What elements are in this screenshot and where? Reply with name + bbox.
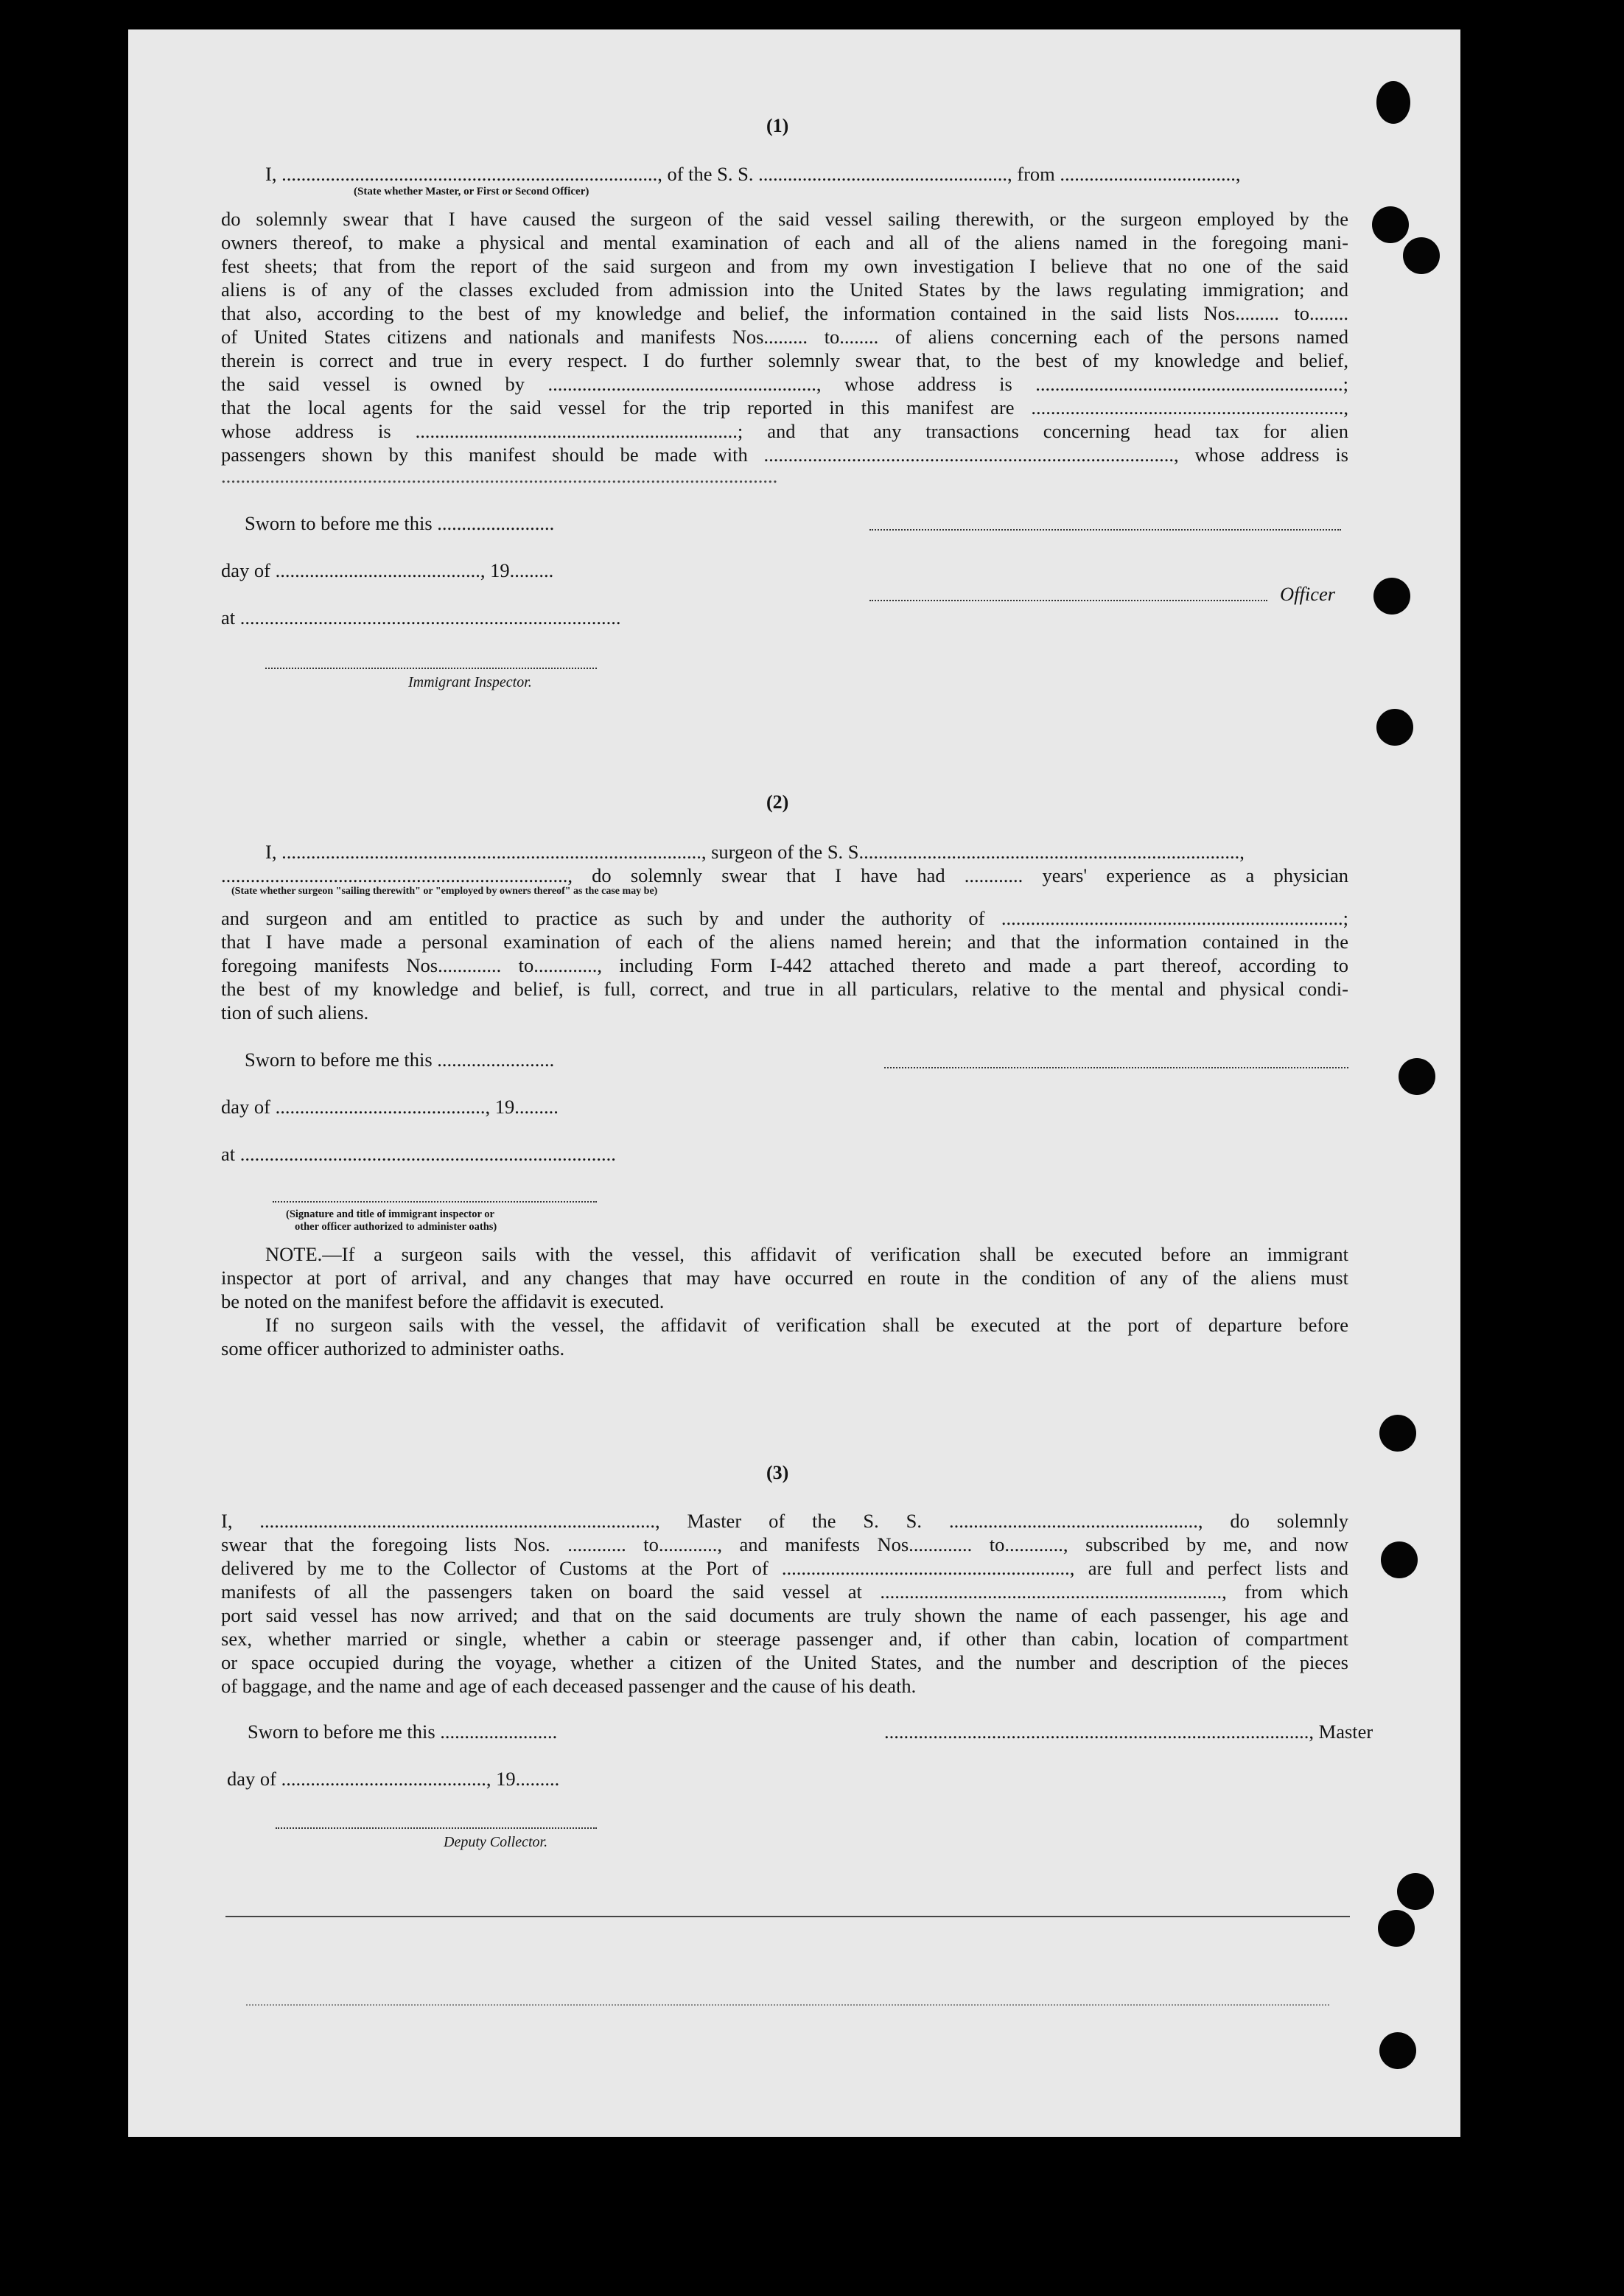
paragraph-line: manifests of all the passengers taken on board the said vessel at ......................................................................, from which xyxy=(221,1581,1348,1603)
paragraph-line: swear that the foregoing lists Nos. ............ to............, and manifests Nos............. to............, subscribed by me, and now xyxy=(221,1533,1348,1555)
section-2-at: at ............................................................................. xyxy=(221,1143,616,1165)
paragraph-line: and surgeon and am entitled to practice as such by and under the authority of ......................................................................; xyxy=(221,907,1348,929)
inspector-signature-line xyxy=(265,668,597,669)
punch-hole xyxy=(1376,709,1413,746)
punch-hole xyxy=(1376,81,1410,124)
section-1-at: at .............................................................................. xyxy=(221,606,621,629)
paragraph-trailing-dots: .................................................................................................................. xyxy=(221,465,778,487)
section-1-oath-line: I, ............................................................................., of the S. S. ..................................................., from ...................................., xyxy=(265,163,1241,185)
section-2-surgeon-line: I, ......................................................................................, surgeon of the S. S.............................................................................., xyxy=(265,841,1245,863)
section-1-heading: (1) xyxy=(766,115,789,136)
note-line: If no surgeon sails with the vessel, the affidavit of verification shall be executed at the port of departure before xyxy=(265,1314,1348,1336)
section-2-surgeon-note: (State whether surgeon "sailing therewith" or "employed by owners thereof" as the case may be) xyxy=(231,886,658,897)
paragraph-line: the said vessel is owned by ......................................................., whose address is ...............................................................; xyxy=(221,373,1348,395)
paragraph-line: of baggage, and the name and age of each deceased passenger and the cause of his death. xyxy=(221,1675,917,1697)
officer-label: Officer xyxy=(1280,583,1336,605)
note-line: some officer authorized to administer oaths. xyxy=(221,1337,565,1359)
paragraph-line: aliens is of any of the classes excluded from admission into the United States by the laws regulating immigration; and xyxy=(221,279,1348,301)
paragraph-line: therein is correct and true in every respect. I do further solemnly swear that, to the best of my knowledge and belief, xyxy=(221,349,1348,371)
paragraph-line: fest sheets; that from the report of the said surgeon and from my own investigation I believe that no one of the said xyxy=(221,255,1348,277)
paragraph-line: that the local agents for the said vessel for the trip reported in this manifest are ................................................................, xyxy=(221,396,1348,419)
paragraph-line: passengers shown by this manifest should be made with ...................................................................................., whose address is xyxy=(221,444,1348,466)
punch-hole xyxy=(1372,206,1409,243)
section-2-day: day of ..........................................., 19......... xyxy=(221,1096,559,1118)
note-line: NOTE.—If a surgeon sails with the vessel, this affidavit of verification shall be executed before an immigrant xyxy=(265,1243,1348,1265)
note-line: inspector at port of arrival, and any changes that may have occurred en route in the condition of any of the aliens must xyxy=(221,1267,1348,1289)
inspector-label: Immigrant Inspector. xyxy=(408,674,532,690)
punch-hole xyxy=(1381,1541,1418,1578)
punch-hole xyxy=(1379,2032,1416,2069)
paragraph-line: the best of my knowledge and belief, is full, correct, and true in all particulars, relative to the mental and physical condi- xyxy=(221,978,1348,1000)
punch-hole xyxy=(1399,1058,1435,1095)
bottom-rule xyxy=(225,1916,1350,1917)
section-2-heading: (2) xyxy=(766,791,789,813)
paragraph-line: tion of such aliens. xyxy=(221,1001,369,1023)
punch-hole xyxy=(1397,1873,1434,1910)
signature-note-line-2: other officer authorized to administer oaths) xyxy=(295,1221,497,1233)
collector-label: Deputy Collector. xyxy=(444,1834,548,1850)
master-signature-line: ......................................................................................., Master xyxy=(884,1721,1373,1743)
note-line: be noted on the manifest before the affidavit is executed. xyxy=(221,1290,665,1312)
signature-note-line-1: (Signature and title of immigrant inspector or xyxy=(286,1208,494,1220)
paragraph-line: whose address is ..................................................................; and that any transactions concerning head tax for alien xyxy=(221,420,1348,442)
document-page xyxy=(128,29,1460,2137)
section-3-sworn: Sworn to before me this ........................ xyxy=(248,1721,558,1743)
paragraph-line: of United States citizens and nationals and manifests Nos......... to........ of aliens concerning each of the persons named xyxy=(221,326,1348,348)
collector-signature-line xyxy=(276,1827,597,1829)
section-3-heading: (3) xyxy=(766,1462,789,1483)
section-1-day: day of .........................................., 19......... xyxy=(221,559,554,581)
paragraph-line: do solemnly swear that I have caused the surgeon of the said vessel sailing therewith, or the surgeon employed by the xyxy=(221,208,1348,230)
paragraph-line: owners thereof, to make a physical and mental examination of each and all of the aliens named in the foregoing mani- xyxy=(221,231,1348,253)
bottom-dotted-rule xyxy=(246,2004,1329,2006)
section-1-rank-note: (State whether Master, or First or Second Officer) xyxy=(354,186,589,197)
section-2-experience-line: ......................................................................., do solemnly swear that I have had ............ years' experience as a physician xyxy=(221,864,1348,886)
punch-hole xyxy=(1379,1415,1416,1452)
paragraph-line: I, ................................................................................., Master of the S. S. ..................................................., do solemnly xyxy=(221,1510,1348,1532)
paragraph-line: that I have made a personal examination of each of the aliens named herein; and that the information contained in the xyxy=(221,931,1348,953)
paragraph-line: that also, according to the best of my knowledge and belief, the information contained in the said lists Nos......... to........ xyxy=(221,302,1348,324)
paragraph-line: port said vessel has now arrived; and that on the said documents are truly shown the name of each passenger, his age and xyxy=(221,1604,1348,1626)
section-2-inspector-signature-line xyxy=(273,1201,597,1203)
section-1-sworn: Sworn to before me this ........................ xyxy=(245,512,555,534)
paragraph-line: foregoing manifests Nos............. to............., including Form I-442 attached thereto and made a part thereof, according to xyxy=(221,954,1348,976)
section-1-officer-signature-top-line xyxy=(869,529,1341,531)
officer-signature-line xyxy=(869,600,1267,601)
punch-hole xyxy=(1378,1910,1415,1947)
section-3-day: day of .........................................., 19......... xyxy=(227,1768,560,1790)
section-2-sworn: Sworn to before me this ........................ xyxy=(245,1049,555,1071)
paragraph-line: or space occupied during the voyage, whether a citizen of the United States, and the number and description of the pieces xyxy=(221,1651,1348,1673)
paragraph-line: delivered by me to the Collector of Customs at the Port of ..........................................................., are full and perfect lists and xyxy=(221,1557,1348,1579)
punch-hole xyxy=(1403,237,1440,274)
paragraph-line: sex, whether married or single, whether a cabin or steerage passenger and, if other than cabin, location of compartment xyxy=(221,1628,1348,1650)
section-2-signature-line xyxy=(884,1067,1348,1068)
punch-hole xyxy=(1373,578,1410,615)
